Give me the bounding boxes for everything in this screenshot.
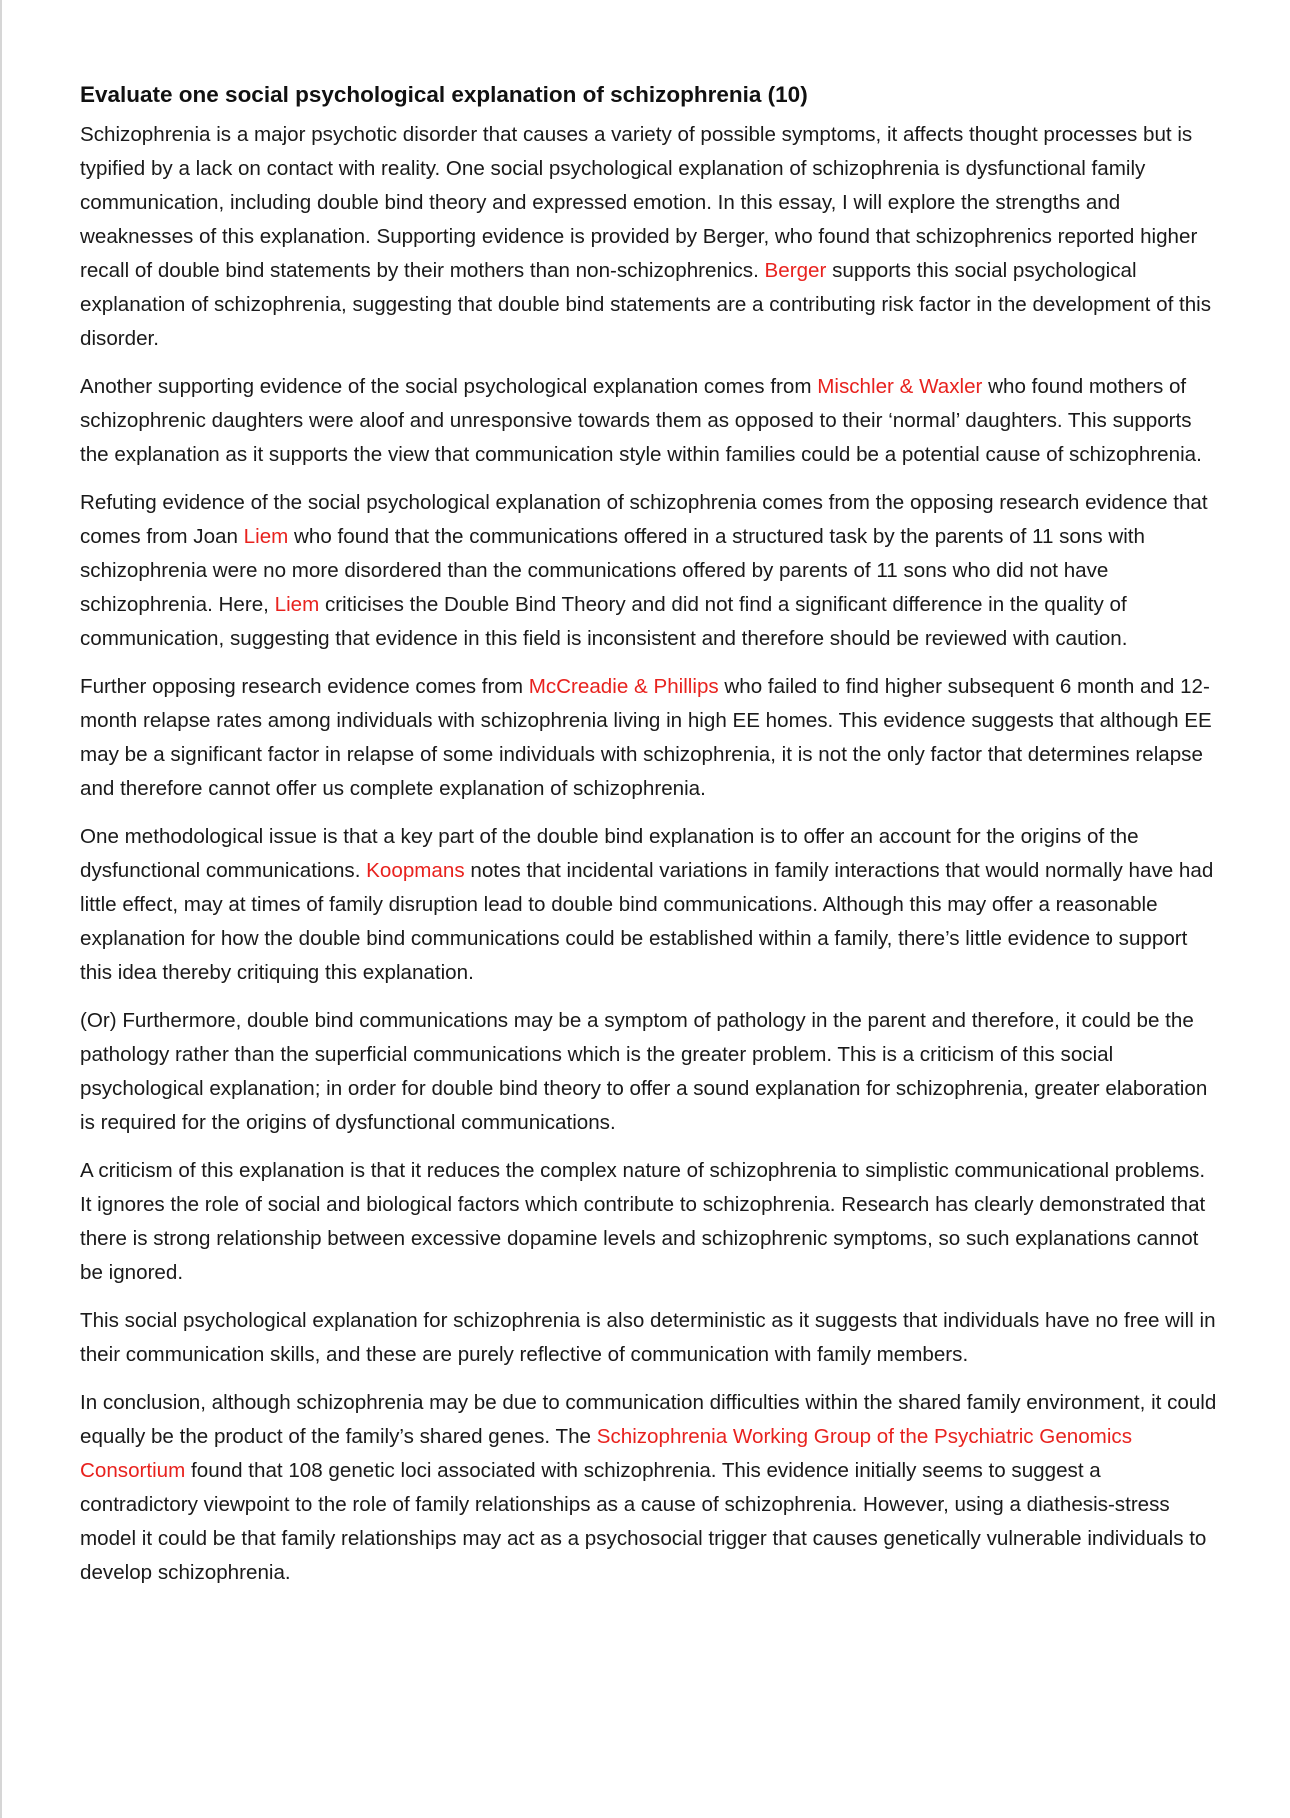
citation-reference: Liem [274, 593, 320, 616]
essay-paragraph [80, 118, 1220, 356]
citation-reference: Berger [764, 259, 827, 282]
paragraph-text: A criticism of this explanation is that it reduces the complex nature of schizophrenia to simplistic communicational problems. It ignores the role of social and biological factors which contribute to schizophrenia. Research has clearly demonstrated that there is strong relationship between excessive dopamine levels and schizophrenic symptoms, so such explanations cannot be ignored. [80, 1159, 1206, 1284]
citation-reference: Mischler & Waxler [817, 375, 983, 398]
citation-reference: Liem [243, 525, 289, 548]
paragraph-text: found that 108 genetic loci associated with schizophrenia. This evidence initially seems to suggest a contradictory viewpoint to the role of family relationships as a cause of schizophrenia. However, using a diathesis-stress model it could be that family relationships may act as a psychosocial trigger that causes genetically vulnerable individuals to develop schizophrenia. [80, 1459, 1207, 1584]
citation-reference: Koopmans [366, 859, 465, 882]
paragraph-text: (Or) Furthermore, double bind communications may be a symptom of pathology in the parent and therefore, it could be the pathology rather than the superficial communications which is the greater problem. This is a criticism of this social psychological explanation; in order for double bind theory to offer a sound explanation for schizophrenia, greater elaboration is required for the origins of dysfunctional communications. [80, 1009, 1208, 1134]
paragraph-text: One methodological issue is that a key part of the double bind explanation is to offer an account for the origins of the dysfunctional communications. [80, 825, 1139, 882]
paragraph-text: This social psychological explanation for schizophrenia is also deterministic as it suggests that individuals have no free will in their communication skills, and these are purely reflective of communication with family members. [80, 1309, 1216, 1366]
citation-reference: Schizophrenia Working Group of the Psychiatric Genomics Consortium [80, 1425, 1132, 1482]
paragraph-text: supports this social psychological explanation of schizophrenia, suggesting that double bind statements are a contributing risk factor in the development of this disorder. [80, 259, 1212, 350]
paragraph-text: Further opposing research evidence comes from [80, 675, 529, 698]
essay-paragraph [80, 670, 1220, 806]
paragraph-text: Refuting evidence of the social psychological explanation of schizophrenia comes from the opposing research evidence that comes from Joan [80, 491, 1208, 548]
essay-title: Evaluate one social psychological explanation of schizophrenia (10) [80, 82, 808, 107]
paragraph-text: who found that the communications offered in a structured task by the parents of 11 sons with schizophrenia were no more disordered than the communications offered by parents of 11 sons who did not have schizophrenia. Here, [80, 525, 1145, 616]
essay-body [80, 118, 1220, 1590]
essay-paragraph [80, 370, 1220, 472]
essay-paragraph [80, 1004, 1220, 1140]
essay-paragraph [80, 1154, 1220, 1290]
essay-paragraph [80, 820, 1220, 990]
essay-paragraph [80, 1386, 1220, 1590]
document-page [80, 78, 1220, 1604]
paragraph-text: Another supporting evidence of the social psychological explanation comes from [80, 375, 818, 398]
page-left-border [0, 0, 2, 1818]
paragraph-text: criticises the Double Bind Theory and did not find a significant difference in the quality of communication, suggesting that evidence in this field is inconsistent and therefore should be reviewed with caution. [80, 593, 1128, 650]
paragraph-text: who found mothers of schizophrenic daughters were aloof and unresponsive towards them as opposed to their ‘normal’ daughters. This supports the explanation as it supports the view that communication style within families could be a potential cause of schizophrenia. [80, 375, 1202, 466]
paragraph-text: notes that incidental variations in family interactions that would normally have had little effect, may at times of family disruption lead to double bind communications. Although this may offer a reasonable explanation for how the double bind communications could be established within a family, there’s little evidence to support this idea thereby critiquing this explanation. [80, 859, 1214, 984]
essay-paragraph [80, 486, 1220, 656]
paragraph-text: who failed to find higher subsequent 6 month and 12-month relapse rates among individuals with schizophrenia living in high EE homes. This evidence suggests that although EE may be a significant factor in relapse of some individuals with schizophrenia, it is not the only factor that determines relapse and therefore cannot offer us complete explanation of schizophrenia. [80, 675, 1212, 800]
citation-reference: McCreadie & Phillips [528, 675, 719, 698]
paragraph-text: Schizophrenia is a major psychotic disorder that causes a variety of possible symptoms, it affects thought processes but is typified by a lack on contact with reality. One social psychological explanation of schizophrenia is dysfunctional family communication, including double bind theory and expressed emotion. In this essay, I will explore the strengths and weaknesses of this explanation. Supporting evidence is provided by Berger, who found that schizophrenics reported higher recall of double bind statements by their mothers than non-schizophrenics. [80, 123, 1198, 282]
paragraph-text: In conclusion, although schizophrenia may be due to communication difficulties within the shared family environment, it could equally be the product of the family’s shared genes. The [80, 1391, 1217, 1448]
essay-paragraph [80, 1304, 1220, 1372]
